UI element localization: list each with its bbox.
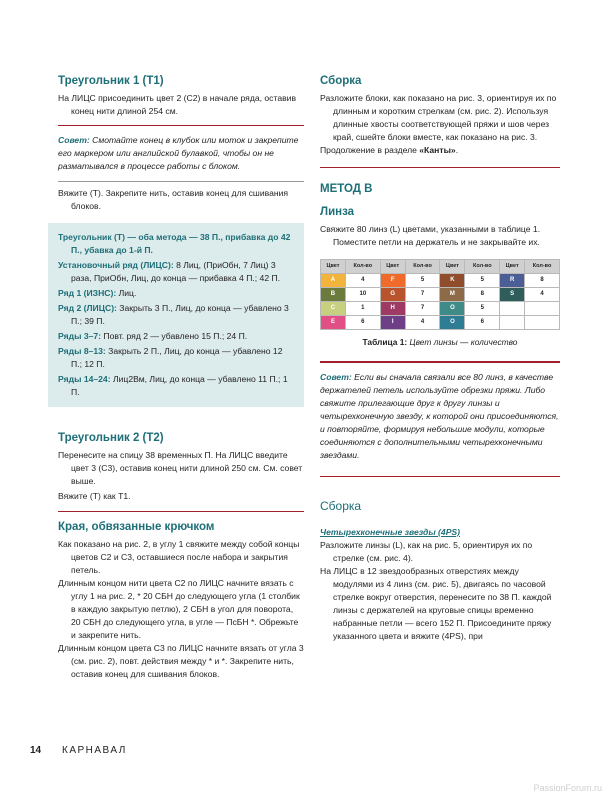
color-swatch-cell: K <box>440 274 465 288</box>
triangle-pattern-box <box>48 223 304 407</box>
tip2-label: Совет: <box>320 371 352 382</box>
quantity-cell: 4 <box>405 316 440 330</box>
th-qty: Кол-во <box>465 260 500 274</box>
page-number: 14 <box>30 745 42 756</box>
box-line-7: Ряды 14–24: Лиц2Вм, Лиц, до конца — убавлено 11 П.; 1 П. <box>58 374 288 398</box>
color-swatch-cell: F <box>380 274 405 288</box>
edges-heading: Края, обвязанные крючком <box>58 521 215 534</box>
quantity-cell: 4 <box>345 274 380 288</box>
box-line-1: Треугольник (Т) — оба метода — 38 П., прибавка до 42 П., убавка до 1-й П. <box>58 232 291 256</box>
quantity-cell: 5 <box>405 274 440 288</box>
right-column <box>320 74 560 643</box>
color-swatch-cell: R <box>500 274 525 288</box>
triangle1-heading: Треугольник 1 (Т1) <box>58 75 164 87</box>
color-swatch-cell: I <box>380 316 405 330</box>
color-swatch-cell: E <box>321 316 346 330</box>
table-header-row <box>321 260 560 274</box>
tip2 <box>320 371 560 462</box>
assembly2-heading: Сборка <box>320 498 362 513</box>
th-color: Цвет <box>500 260 525 274</box>
color-swatch-cell <box>500 316 525 330</box>
table-body <box>321 274 560 330</box>
stars-heading: Четырехконечные звезды (4PS) <box>320 526 461 537</box>
box-line-5: Ряды 3–7: Повт. ряд 2 — убавлено 15 П.; 24 П. <box>58 331 248 342</box>
color-swatch-cell: M <box>440 288 465 302</box>
tip1 <box>58 134 304 173</box>
quantity-cell: 8 <box>465 288 500 302</box>
edges-p3: Длинным концом цвета С3 по ЛИЦС начните вязать от угла 3 (см. рис. 2), повт. действия между * и *. Закрепите нить, оставив конец для сшивания блоков. <box>58 643 304 680</box>
divider-red <box>58 125 304 126</box>
left-column <box>58 74 304 681</box>
divider-gray <box>58 181 304 182</box>
watermark: PassionForum.ru <box>533 783 602 793</box>
th-qty: Кол-во <box>345 260 380 274</box>
table-row <box>321 288 560 302</box>
divider-red-2 <box>58 511 304 512</box>
box-line-2: Установочный ряд (ЛИЦС): 8 Лиц, (ПриОбн, 7 Лиц) 3 раза, ПриОбн, Лиц, до конца — прибавка 4 П.; 42 П. <box>58 260 281 284</box>
edges-p1: Как показано на рис. 2, в углу 1 свяжите между собой концы цветов С2 и С3, оставшиеся после набора и закрытия петель. <box>58 539 300 576</box>
color-swatch-cell <box>500 302 525 316</box>
quantity-cell: 10 <box>345 288 380 302</box>
box-line-6: Ряды 8–13: Закрыть 2 П., Лиц, до конца — убавлено 12 П.; 12 П. <box>58 346 283 370</box>
quantity-cell <box>525 302 560 316</box>
divider-red-3 <box>320 167 560 168</box>
table-caption: Таблица 1: Цвет линзы — количество <box>362 337 518 348</box>
quantity-cell: 8 <box>525 274 560 288</box>
th-color: Цвет <box>321 260 346 274</box>
lens-heading: Линза <box>320 206 355 219</box>
lens-color-table <box>320 259 560 330</box>
th-qty: Кол-во <box>525 260 560 274</box>
assembly-p1: Разложите блоки, как показано на рис. 3, ориентируя их по длинным и коротким стрелкам (см. рис. 2). Используя длинные хвосты соответствующей пряжи и шов через край, сшейте блоки вместе, как показано на рис. 3. <box>320 93 557 142</box>
divider-red-5 <box>320 476 560 477</box>
quantity-cell: 4 <box>525 288 560 302</box>
lens-text: Свяжите 80 линз (L) цветами, указанными в таблице 1. Поместите петли на держатель и не закрывайте их. <box>320 224 541 248</box>
box-line-4: Ряд 2 (ЛИЦС): Закрыть 3 П., Лиц, до конца — убавлено 3 П.; 39 П. <box>58 303 289 327</box>
triangle1-after: Вяжите (Т). Закрепите нить, оставив конец для сшивания блоков. <box>58 188 289 212</box>
color-swatch-cell: B <box>321 288 346 302</box>
tip1-text: Смотайте конец в клубок или моток и закрепите его маркером или английской булавкой, чтобы он не разматывался в процессе работы с блоком. <box>58 135 299 172</box>
quantity-cell <box>525 316 560 330</box>
color-swatch-cell: O <box>440 316 465 330</box>
color-swatch-cell: A <box>321 274 346 288</box>
magazine-name: КАРНАВАЛ <box>62 745 127 756</box>
quantity-cell: 6 <box>345 316 380 330</box>
th-color: Цвет <box>440 260 465 274</box>
stars-p1: Разложите линзы (L), как на рис. 5, ориентируя их по стрелке (см. рис. 4). <box>320 539 533 563</box>
tip2-text: Если вы сначала связали все 80 линз, в качестве держателей петель используйте обрезки пряжи. Либо свяжите прилегающие друг к другу линзы и четырехконечную звезду, к которой они присоединяются, и повторяйте, формируя небольшие модули, которые соединяются с дополнительными четырехконечными звездами. <box>320 371 559 460</box>
quantity-cell: 7 <box>405 288 440 302</box>
quantity-cell: 1 <box>345 302 380 316</box>
color-swatch-cell: S <box>500 288 525 302</box>
color-swatch-cell: H <box>380 302 405 316</box>
stars-p2: На ЛИЦС в 12 звездообразных отверстиях между модулями из 4 линз (см. рис. 5), двигаясь по часовой стрелке вокруг отверстия, перенесите по 38 П. каждой линзы с держателей на круговые спицы временно набранные петли — всего 152 П. Присоедините пряжу указанного цвета и вяжите (4PS), при <box>320 565 552 641</box>
table-row <box>321 316 560 330</box>
triangle1-text: На ЛИЦС присоединить цвет 2 (С2) в начале ряда, оставив конец нити длиной 254 см. <box>58 93 297 116</box>
triangle2-heading: Треугольник 2 (Т2) <box>58 432 164 445</box>
color-swatch-cell: C <box>321 302 346 316</box>
triangle2-text: Перенесите на спицу 38 временных П. На ЛИЦС введите цвет 3 (С3), оставив конец нити длиной 250 см. См. совет выше. <box>58 450 303 487</box>
edges-p2: Длинным концом нити цвета С2 по ЛИЦС начните вязать с углу 1 на рис. 2, * 20 СБН до следующего угла (1 столбик в каждую закрытую петлю), 2 СБН в угол для поворота, 20 СБН до следующего угла, в угле — ПсБН *. Обрежьте и закрепите нить. <box>58 578 300 641</box>
color-swatch-cell: O <box>440 302 465 316</box>
color-swatch-cell: G <box>380 288 405 302</box>
method-b-heading: МЕТОД В <box>320 183 373 196</box>
quantity-cell: 7 <box>405 302 440 316</box>
assembly-heading: Сборка <box>320 75 362 87</box>
divider-red-4 <box>320 361 560 362</box>
quantity-cell: 6 <box>465 316 500 330</box>
assembly-p2: Продолжение в разделе «Канты». <box>320 145 459 155</box>
quantity-cell: 5 <box>465 302 500 316</box>
tip1-label: Совет: <box>58 135 90 146</box>
box-line-3: Ряд 1 (ИЗНС): Лиц. <box>58 288 137 299</box>
th-qty: Кол-во <box>405 260 440 274</box>
triangle2-after: Вяжите (Т) как Т1. <box>58 491 131 502</box>
table-row <box>321 274 560 288</box>
table-row <box>321 302 560 316</box>
th-color: Цвет <box>380 260 405 274</box>
quantity-cell: 5 <box>465 274 500 288</box>
